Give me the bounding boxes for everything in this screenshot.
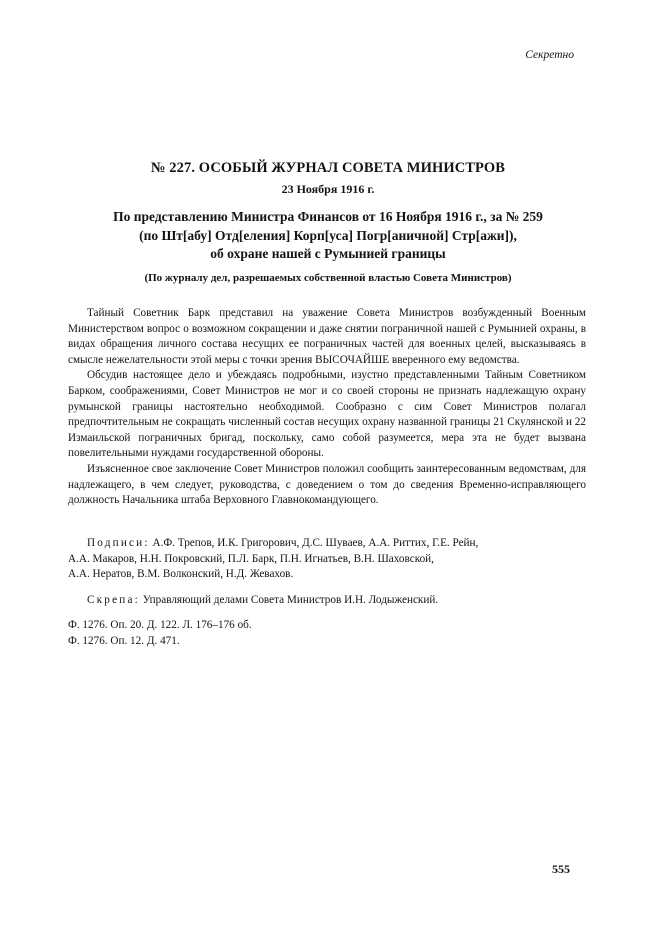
archive-references <box>68 618 252 649</box>
archive-reference: Ф. 1276. Оп. 20. Д. 122. Л. 176–176 об. <box>68 619 252 631</box>
signatures-names: А.А. Нератов, В.М. Волконский, Н.Д. Жевахов. <box>68 568 294 581</box>
skrepa-text: Управляющий делами Совета Министров И.Н. Лодыженский. <box>142 594 439 606</box>
signatures-block <box>68 536 586 583</box>
document-date: 23 Ноября 1916 г. <box>281 182 375 196</box>
page-number: 555 <box>552 862 570 876</box>
skrepa-line <box>87 594 438 606</box>
classification-label: Секретно <box>525 49 574 61</box>
signatures-names: А.Ф. Трепов, И.К. Григорович, Д.С. Шуваев, А.А. Риттих, Г.Е. Рейн, <box>152 537 479 549</box>
signatures-label: Подписи: <box>87 537 150 549</box>
body-paragraph: Изъясненное свое заключение Совет Министров положил сообщить заинтересованным ведомствам, для надлежащего, в чем следует, руководства, с доведением о том до сведения Временно-исправляющего должность Начальника штаба Верховного Главнокомандующего. <box>68 462 586 507</box>
journal-note: (По журналу дел, разрешаемых собственной властью Совета Министров) <box>144 272 512 284</box>
skrepa-label: Скрепа: <box>87 594 140 606</box>
document-subtitle <box>0 208 656 264</box>
document-title: № 227. ОСОБЫЙ ЖУРНАЛ СОВЕТА МИНИСТРОВ <box>150 160 506 176</box>
document-body <box>68 306 586 509</box>
signatures-names: А.А. Макаров, Н.Н. Покровский, П.Л. Барк, П.Н. Игнатьев, В.Н. Шаховской, <box>68 552 434 565</box>
body-paragraph: Обсудив настоящее дело и убеждаясь подробными, изустно представленными Тайным Советником Барком, соображениями, Совет Министров не мог и со своей стороны не признать надлежащую охрану румынской границы настоятельно необходимой. Сообразно с сим Совет Министров полагал предпочтительным не сокращать численный состав несущих охрану названной границы 21 Скулянской и 22 Измаильской пограничных бригад, поскольку, само собой разумеется, мера эта не будет вызвана повелительными нуждами государственной обороны. <box>68 369 586 460</box>
subtitle-line: По представлению Министра Финансов от 16 Ноября 1916 г., за № 259 <box>113 209 543 224</box>
subtitle-line: (по Шт[абу] Отд[еления] Корп[уса] Погр[аничной] Стр[ажи]), <box>139 227 517 243</box>
archive-reference: Ф. 1276. Оп. 12. Д. 471. <box>68 634 180 647</box>
signatures-first-line <box>68 536 586 552</box>
subtitle-line: об охране нашей с Румынией границы <box>210 246 446 261</box>
body-paragraph: Тайный Советник Барк представил на уважение Совета Министров возбужденный Военным Министерством вопрос о возможном сокращении и даже снятии пограничной нашей с Румынией охраны, в видах обращения личного состава несущих ее пограничных частей для военных целей, высказываясь в смысле нежелательности этой меры с точки зрения ВЫСОЧАЙШЕ вверенного ему ведомства. <box>68 307 586 366</box>
